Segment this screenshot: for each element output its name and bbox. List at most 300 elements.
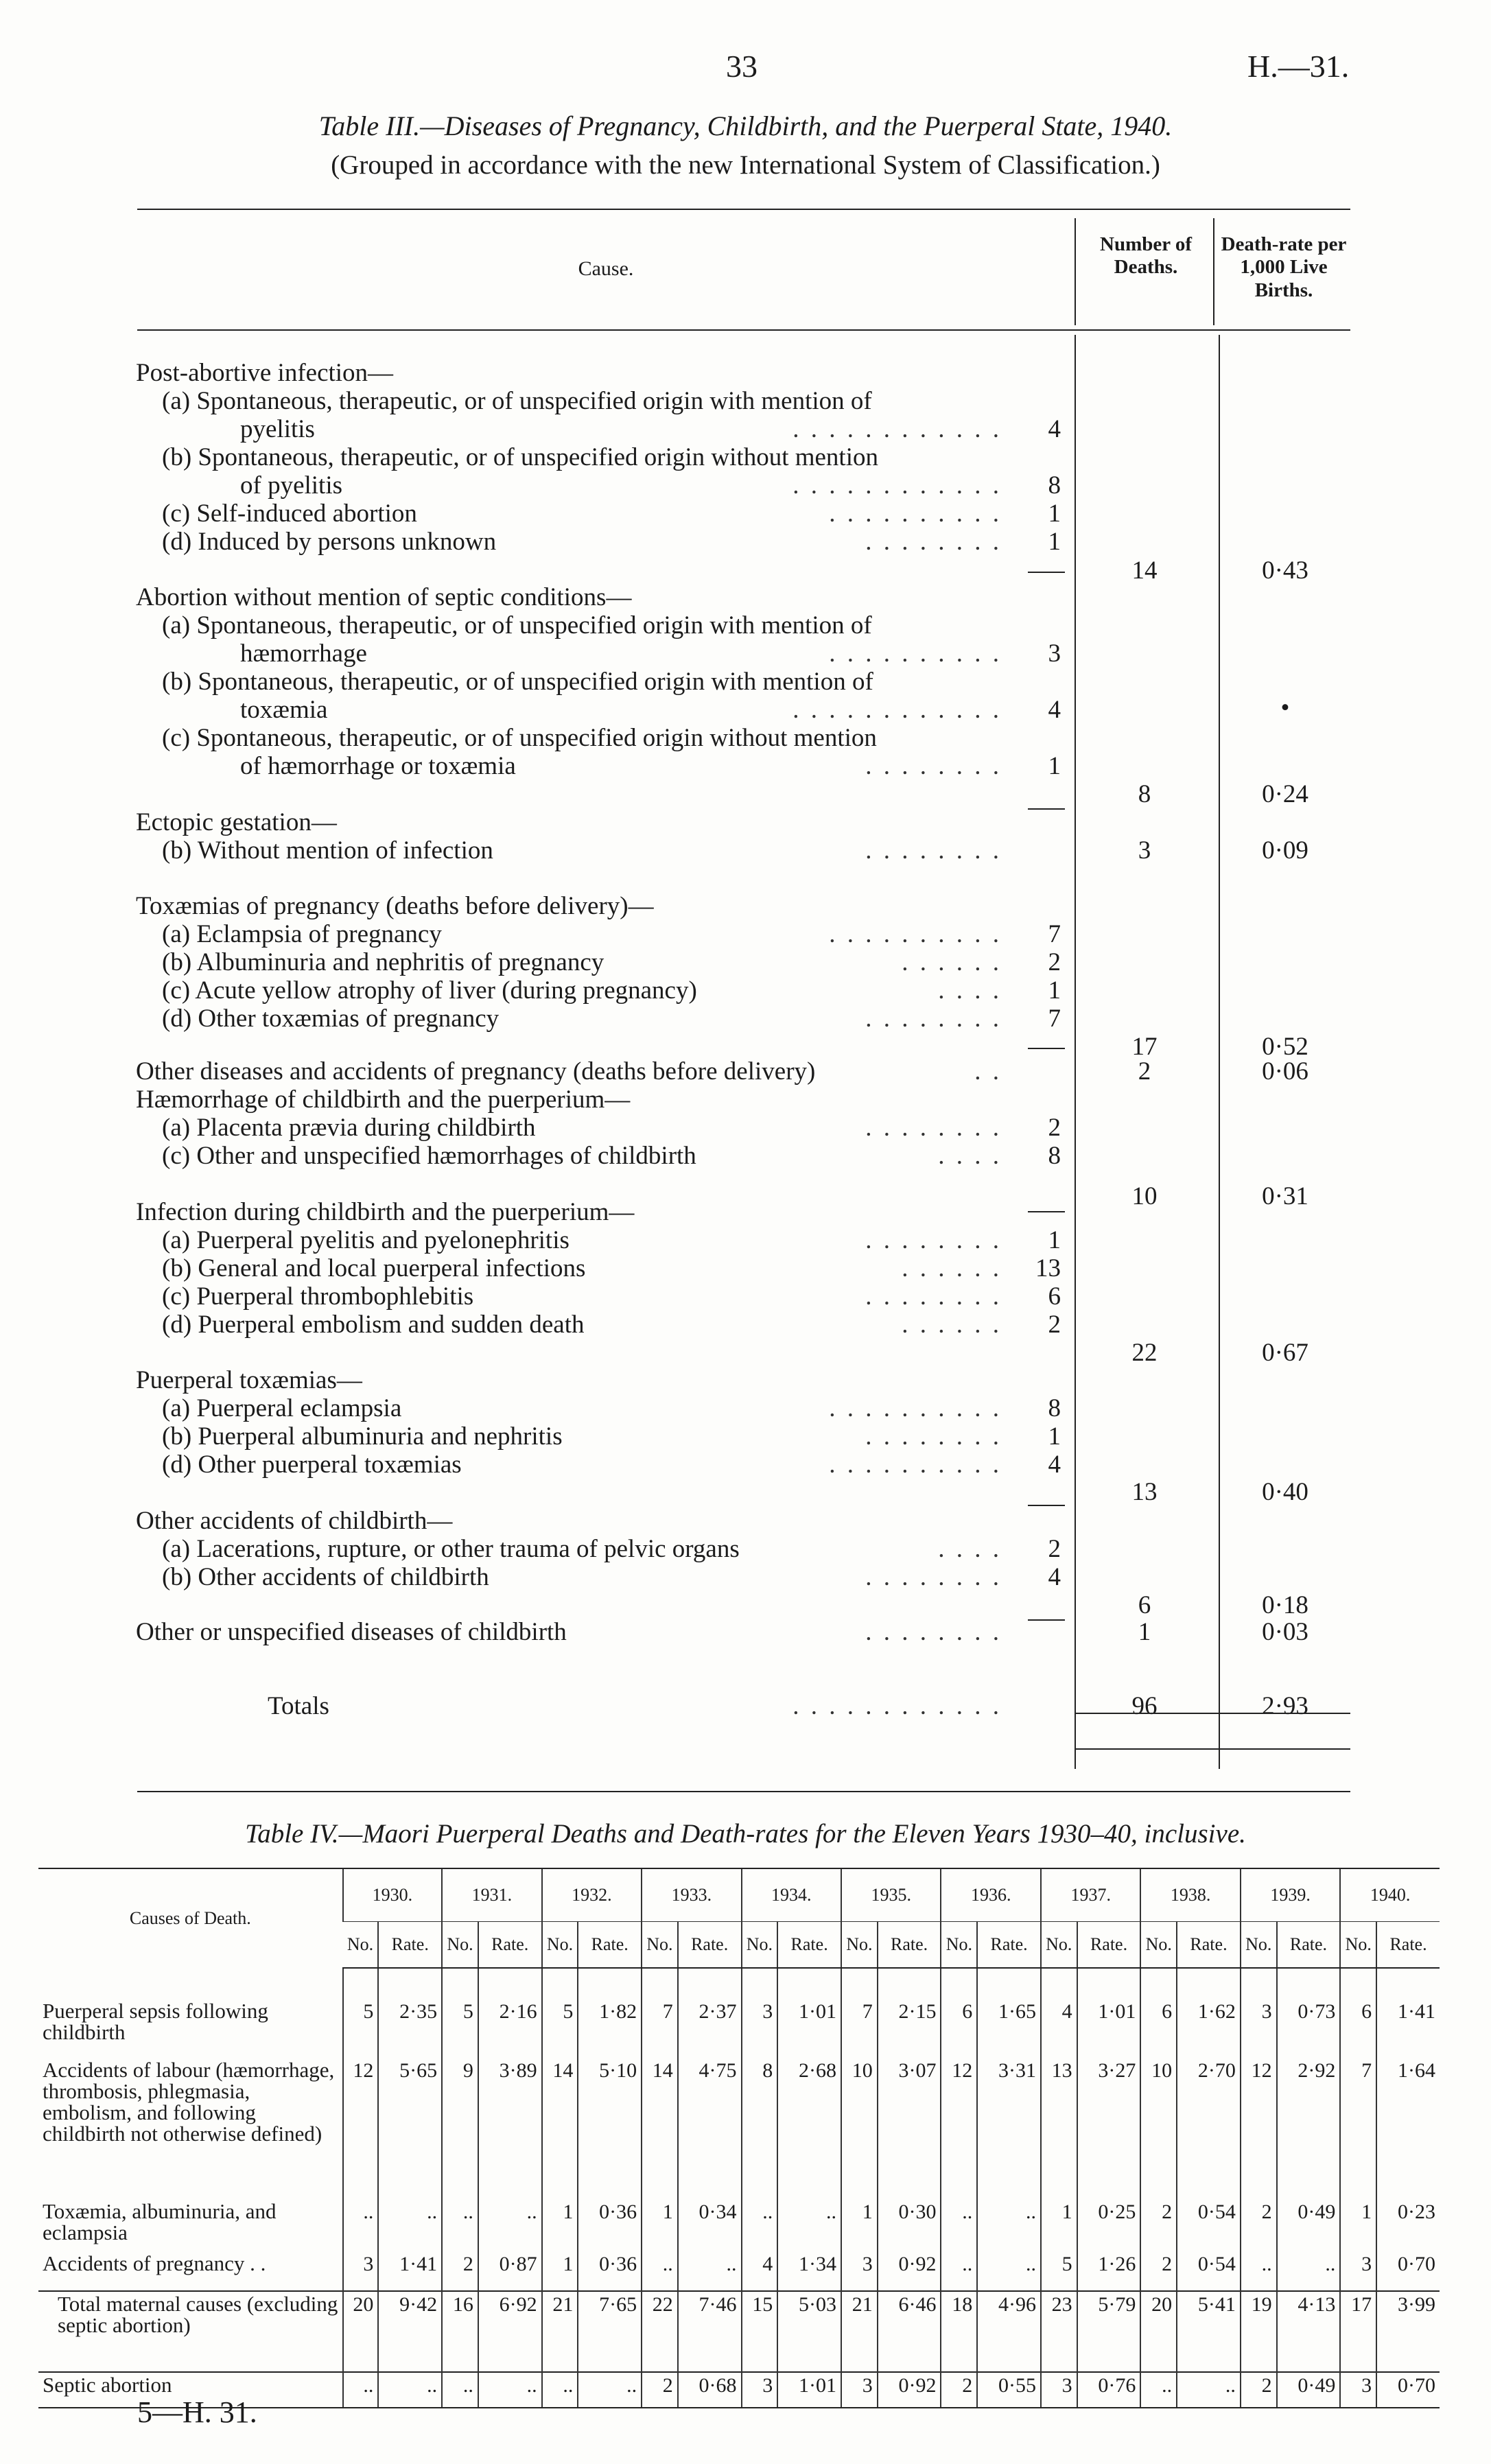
table3-row-label: (c) Spontaneous, therapeutic, or of unspecified origin without mention	[162, 724, 877, 752]
table3-row	[0, 386, 1070, 416]
table4-cell-number: ..	[343, 2199, 379, 2251]
table4-cell-number: 6	[1340, 1999, 1376, 2058]
table4-cell-number: 19	[1241, 2291, 1277, 2372]
table3-row	[0, 414, 1070, 445]
table4-cell-number: ..	[343, 2372, 379, 2408]
table4-cell-rate: 2·68	[777, 2058, 841, 2199]
table4-cell-rate: 1·82	[578, 1999, 642, 2058]
table4-cell-number: 3	[1340, 2372, 1376, 2408]
table3-row-label: (b) Other accidents of childbirth	[162, 1563, 489, 1591]
table4-cell-rate: 5·65	[378, 2058, 442, 2199]
table4-cell-rate: 1·34	[777, 2251, 841, 2291]
table4-cell-rate: 0·92	[878, 2372, 941, 2408]
table3-row	[0, 695, 1070, 725]
table4-cell-number: 5	[1041, 2251, 1077, 2291]
leader-dots: . . . . . . . . . . . .	[793, 471, 1002, 500]
table4-cell-number: 4	[742, 2251, 778, 2291]
table4-cause: Septic abortion	[38, 2372, 343, 2408]
table4-cell-rate: 1·62	[1177, 1999, 1241, 2058]
table4-cell-rate: 0·76	[1077, 2372, 1141, 2408]
subtotal-rule	[1028, 1048, 1065, 1049]
table4-sub-rate: Rate.	[478, 1922, 542, 1969]
table3-top-rule	[137, 209, 1350, 210]
table4-cell-rate: 0·70	[1376, 2251, 1440, 2291]
table3-row-label: (c) Self-induced abortion	[162, 500, 417, 528]
table4-cell-number: 10	[841, 2058, 878, 2199]
table3-group-deaths: 17	[1131, 1033, 1158, 1061]
table4-cell-rate: 7·65	[578, 2291, 642, 2372]
table4-year-1933: 1933.	[642, 1868, 741, 1922]
table3-group-rate: 0·18	[1262, 1591, 1308, 1619]
table3-row-label: Other accidents of childbirth—	[136, 1507, 453, 1535]
table3-row	[0, 1197, 1070, 1228]
table4-cell-number: 2	[1241, 2372, 1277, 2408]
table4-cell-number: 1	[642, 2199, 678, 2251]
table4-cell-rate: 0·49	[1277, 2372, 1341, 2408]
table4-spacer-cell	[841, 1968, 878, 1999]
table3-group-deaths: 2	[1138, 1057, 1151, 1086]
table4-cell-number: 3	[742, 1999, 778, 2058]
table4-cell-number: 20	[343, 2291, 379, 2372]
table4-year-1932: 1932.	[542, 1868, 642, 1922]
table3-row	[0, 1365, 1070, 1396]
table4-spacer-cell	[1177, 1968, 1241, 1999]
table4-cell-number: ..	[1241, 2251, 1277, 2291]
table3-row-label: (a) Placenta prævia during childbirth	[162, 1114, 536, 1142]
table4-cell-rate: 7·46	[678, 2291, 742, 2372]
leader-dots: . . . . . . . .	[865, 1114, 1002, 1142]
table4-cell-number: 21	[542, 2291, 578, 2372]
table3-row	[0, 471, 1070, 501]
table4-cell-rate: 5·03	[777, 2291, 841, 2372]
table3-row-subcount: 4	[1048, 415, 1061, 443]
table3-row-label: (d) Other puerperal toxæmias	[162, 1451, 462, 1479]
table4-cell-number: 23	[1041, 2291, 1077, 2372]
table3-row-label: pyelitis	[240, 415, 315, 443]
table4-cell-number: ..	[442, 2372, 478, 2408]
leader-dots: . . . . . . . . . .	[829, 920, 1002, 948]
table4-cell-number: ..	[642, 2251, 678, 2291]
table3-row-label: (c) Puerperal thrombophlebitis	[162, 1282, 474, 1311]
table4-cell-number: 3	[343, 2251, 379, 2291]
table4-spacer-cell	[878, 1968, 941, 1999]
table3-bottom-rule	[137, 1791, 1350, 1792]
table3-row	[0, 948, 1070, 978]
table4-cell-number: 12	[343, 2058, 379, 2199]
table4-cell-rate: 2·15	[878, 1999, 941, 2058]
table4-cell-number: 7	[1340, 2058, 1376, 2199]
table4-cause: Accidents of pregnancy . .	[43, 2251, 266, 2275]
table4-cell-rate: 0·34	[678, 2199, 742, 2251]
table4-cell-number: 1	[841, 2199, 878, 2251]
table4-sub-no: No.	[642, 1922, 678, 1969]
table4-cell-rate: 0·87	[478, 2251, 542, 2291]
table4-cell-rate: 1·65	[977, 1999, 1041, 2058]
table3-row-subcount: 1	[1048, 752, 1061, 780]
table3-row	[0, 667, 1070, 697]
subtotal-rule	[1028, 572, 1065, 573]
table4-cell-number: 15	[742, 2291, 778, 2372]
table4-cell-number: ..	[442, 2199, 478, 2251]
page-footer: 5—H. 31.	[137, 2395, 257, 2429]
table3-group-deaths: 3	[1138, 836, 1151, 865]
table4-cell-rate: 5·79	[1077, 2291, 1141, 2372]
table3-row	[0, 443, 1070, 473]
table3-row	[0, 1691, 1070, 1722]
table4-sub-no: No.	[1041, 1922, 1077, 1969]
leader-dots: . . . . . . . . . .	[829, 1451, 1002, 1479]
table4-cell-rate: 0·54	[1177, 2251, 1241, 2291]
leader-dots: . . . . . . . .	[865, 752, 1002, 780]
table4-row	[38, 2058, 1440, 2199]
table4-cell-rate: ..	[378, 2372, 442, 2408]
table4-cause: Accidents of labour (hæmorrhage, thrombosis, phlegmasia, embolism, and following childbirth not otherwise defined)	[43, 2058, 335, 2146]
table3-row-label: (b) Without mention of infection	[162, 836, 493, 865]
table4-cell-rate: 0·36	[578, 2199, 642, 2251]
table4-cell-number: 16	[442, 2291, 478, 2372]
table4-cell-number: 5	[343, 1999, 379, 2058]
table3-group-deaths: 1	[1138, 1618, 1151, 1646]
table3-row-label: Toxæmias of pregnancy (deaths before delivery)—	[136, 892, 654, 920]
table4-cell-number: 6	[1140, 1999, 1177, 2058]
table3-row-label: (d) Puerperal embolism and sudden death	[162, 1311, 585, 1339]
table4-cell-rate: 4·13	[1277, 2291, 1341, 2372]
table4-cell-number: 20	[1140, 2291, 1177, 2372]
table4-cell-rate: 0·36	[578, 2251, 642, 2291]
table3-row-subcount: 1	[1048, 500, 1061, 528]
table4-cell-number: 1	[542, 2251, 578, 2291]
table4-sub-rate: Rate.	[1277, 1922, 1341, 1969]
table4-sub-rate: Rate.	[777, 1922, 841, 1969]
table4-cell-rate: 3·99	[1376, 2291, 1440, 2372]
table4-cell-rate: 4·75	[678, 2058, 742, 2199]
table3-row-label: toxæmia	[240, 696, 328, 724]
table3-row-label: (a) Spontaneous, therapeutic, or of unspecified origin with mention of	[162, 387, 872, 415]
leader-dots: . . . . . . . .	[865, 1226, 1002, 1254]
subtotal-rule	[1028, 1619, 1065, 1621]
table4-cell-rate: 0·49	[1277, 2199, 1341, 2251]
table4-cell-number: 12	[941, 2058, 977, 2199]
table4	[38, 1868, 1440, 2408]
table4-title: Table IV.—Maori Puerperal Deaths and Death-rates for the Eleven Years 1930–40, inclusive.	[245, 1819, 1246, 1849]
table4-row	[38, 2199, 1440, 2251]
table3-row-label: (b) Spontaneous, therapeutic, or of unspecified origin without mention	[162, 443, 878, 471]
table4-sub-rate: Rate.	[1177, 1922, 1241, 1969]
table3-group-deaths: 96	[1131, 1692, 1158, 1720]
table3-row	[0, 751, 1070, 782]
table4-cell-number: 2	[1140, 2199, 1177, 2251]
table4-spacer-cell	[777, 1968, 841, 1999]
table4-cell-rate: 2·70	[1177, 2058, 1241, 2199]
table3-row	[0, 611, 1070, 641]
table4-sub-no: No.	[343, 1922, 379, 1969]
table3-row	[0, 1394, 1070, 1424]
table4-cell-rate: ..	[478, 2372, 542, 2408]
table3-row-subcount: 8	[1048, 1142, 1061, 1170]
table4-cell-number: 4	[1041, 1999, 1077, 2058]
table4-row	[38, 2251, 1440, 2291]
table4-sub-no: No.	[841, 1922, 878, 1969]
table4-cell-number: 3	[1041, 2372, 1077, 2408]
table3-row	[0, 1254, 1070, 1284]
table4-cell-rate: ..	[378, 2199, 442, 2251]
table4-cell-number: 22	[642, 2291, 678, 2372]
table4-year-1931: 1931.	[442, 1868, 541, 1922]
table3-row	[0, 976, 1070, 1006]
table3-row-subcount: 7	[1048, 1005, 1061, 1033]
table4-spacer-cell	[642, 1968, 678, 1999]
table4-cell-number: 3	[742, 2372, 778, 2408]
table3-row	[0, 1085, 1070, 1115]
table3-group-deaths: 22	[1131, 1339, 1158, 1367]
leader-dots: . . . .	[938, 1142, 1002, 1170]
table4-cell-rate: 1·41	[1376, 1999, 1440, 2058]
table3-row	[0, 808, 1070, 838]
table3-row	[0, 1057, 1070, 1087]
table3-row	[0, 836, 1070, 866]
table3-row	[0, 1004, 1070, 1034]
table3-row-label: (c) Acute yellow atrophy of liver (during pregnancy)	[162, 976, 697, 1005]
totals-rule	[1075, 1748, 1350, 1750]
table4-year-1936: 1936.	[941, 1868, 1040, 1922]
table3-row-label: of pyelitis	[240, 471, 343, 500]
table4-spacer-cell	[578, 1968, 642, 1999]
table4-cell-number: 2	[642, 2372, 678, 2408]
table3-row	[0, 499, 1070, 529]
table4-cell-number: 13	[1041, 2058, 1077, 2199]
table3-group-rate: 0·40	[1262, 1478, 1308, 1506]
table4-spacer-cell	[542, 1968, 578, 1999]
subtotal-rule	[1028, 1211, 1065, 1212]
table4-cell-number: 3	[841, 2251, 878, 2291]
table4-year-1934: 1934.	[742, 1868, 841, 1922]
table3-row-label: (b) Spontaneous, therapeutic, or of unspecified origin with mention of	[162, 668, 873, 696]
table3-row	[0, 1617, 1070, 1647]
table3-row-label: (a) Puerperal pyelitis and pyelonephritis	[162, 1226, 570, 1254]
table3-row-subcount: 8	[1048, 471, 1061, 500]
table3-row-label: (a) Lacerations, rupture, or other trauma of pelvic organs	[162, 1535, 740, 1563]
table4-cell-number: 6	[941, 1999, 977, 2058]
table3-row-subcount: 13	[1035, 1254, 1061, 1282]
table4-cell-rate: 0·55	[977, 2372, 1041, 2408]
table3-row-subcount: 2	[1048, 948, 1061, 976]
table3-group-rate: 0·52	[1262, 1033, 1308, 1061]
table3-row-label: Post-abortive infection—	[136, 359, 394, 387]
table3-group-rate: 0·43	[1262, 556, 1308, 585]
page-reference: H.—31.	[1247, 49, 1350, 84]
table3-row-subcount: 2	[1048, 1311, 1061, 1339]
table4-cell-rate: 0·73	[1277, 1999, 1341, 2058]
table3-row-label: (a) Eclampsia of pregnancy	[162, 920, 442, 948]
table4-spacer-cell	[1140, 1968, 1177, 1999]
table4-spacer-cell	[977, 1968, 1041, 1999]
table4-cause: Total maternal causes (excluding septic abortion)	[38, 2291, 343, 2372]
table4-cell-number: 14	[642, 2058, 678, 2199]
table3-row-label: hæmorrhage	[240, 640, 367, 668]
table4-sub-rate: Rate.	[678, 1922, 742, 1969]
table4-cell-number: 2	[941, 2372, 977, 2408]
table3-row-label: Other or unspecified diseases of childbirth	[136, 1618, 567, 1646]
table3-row-subcount: 3	[1048, 640, 1061, 668]
table4-year-1939: 1939.	[1241, 1868, 1340, 1922]
table4-sub-rate: Rate.	[378, 1922, 442, 1969]
table4-cell-rate: 1·64	[1376, 2058, 1440, 2199]
table4-year-1930: 1930.	[343, 1868, 442, 1922]
table4-cell-number: 9	[442, 2058, 478, 2199]
table4-sub-no: No.	[742, 1922, 778, 1969]
table4-cell-rate: 1·26	[1077, 2251, 1141, 2291]
table4-cell-number: ..	[941, 2251, 977, 2291]
table3-row	[0, 1506, 1070, 1536]
table4-row	[38, 2291, 1440, 2372]
table3-row-subcount: 4	[1048, 696, 1061, 724]
table3-group-deaths: 14	[1131, 556, 1158, 585]
table4-sub-no: No.	[1140, 1922, 1177, 1969]
leader-dots: . . . . . . . .	[865, 836, 1002, 865]
table4-cell-rate: 3·07	[878, 2058, 941, 2199]
table4-cell-number: ..	[1140, 2372, 1177, 2408]
table3-row-subcount: 4	[1048, 1563, 1061, 1591]
table4-cell-number: 3	[1241, 1999, 1277, 2058]
page-number: 33	[726, 49, 758, 84]
leader-dots: . . . .	[938, 976, 1002, 1005]
table4-cell-rate: ..	[777, 2199, 841, 2251]
table4-cell-rate: 2·16	[478, 1999, 542, 2058]
table4-cell-number: 17	[1340, 2291, 1376, 2372]
leader-dots: . . . . . . . .	[865, 1563, 1002, 1591]
table4-sub-no: No.	[1241, 1922, 1277, 1969]
table3-header-rule	[137, 329, 1350, 331]
table3-col-divider-2	[1213, 218, 1214, 325]
table4-cell-rate: 0·92	[878, 2251, 941, 2291]
table4-cell-number: 14	[542, 2058, 578, 2199]
table4-cell-number: 7	[841, 1999, 878, 2058]
leader-dots: . .	[974, 1057, 1002, 1086]
table3-body-divider-1	[1075, 335, 1076, 1769]
table4-sub-no: No.	[442, 1922, 478, 1969]
table3-col-divider-1	[1075, 218, 1076, 325]
table4-spacer-row	[38, 1968, 1440, 1999]
table3-row-label: Puerperal toxæmias—	[136, 1366, 362, 1394]
table4-spacer-cell	[442, 1968, 478, 1999]
table3-col-rate: Death-rate per 1,000 Live Births.	[1221, 233, 1347, 301]
table4-cell-rate: ..	[478, 2199, 542, 2251]
table3-group-rate: 0·03	[1262, 1618, 1308, 1646]
leader-dots: . . . . . . . . . .	[829, 640, 1002, 668]
table4-cell-number: ..	[542, 2372, 578, 2408]
table3-row-label: (c) Other and unspecified hæmorrhages of childbirth	[162, 1142, 696, 1170]
table4-spacer-cell	[1241, 1968, 1277, 1999]
table4-cell-number: 1	[542, 2199, 578, 2251]
table4-cell-rate: 3·27	[1077, 2058, 1141, 2199]
table4-cell-rate: 0·25	[1077, 2199, 1141, 2251]
table4-cell-rate: ..	[578, 2372, 642, 2408]
totals-rule	[1075, 1713, 1350, 1714]
table4-spacer-cell	[478, 1968, 542, 1999]
table3-row	[0, 1310, 1070, 1340]
table4-cell-rate: 1·41	[378, 2251, 442, 2291]
table3-row	[0, 639, 1070, 669]
table4-col-causes: Causes of Death.	[38, 1868, 343, 1968]
table3-col-cause: Cause.	[578, 257, 634, 280]
table3-row-label: (d) Induced by persons unknown	[162, 528, 497, 556]
table4-cell-rate: 2·92	[1277, 2058, 1341, 2199]
table3-group-deaths: 6	[1138, 1591, 1151, 1619]
table4-sub-no: No.	[542, 1922, 578, 1969]
table3-row-label: Other diseases and accidents of pregnancy (deaths before delivery)	[136, 1057, 816, 1086]
rate-dot-mark: •	[1280, 694, 1290, 722]
table4-cell-rate: 5·41	[1177, 2291, 1241, 2372]
table3-row-label: (d) Other toxæmias of pregnancy	[162, 1005, 500, 1033]
table4-cell-rate: 0·68	[678, 2372, 742, 2408]
table4-spacer-cell	[378, 1968, 442, 1999]
table3-row-subcount: 8	[1048, 1394, 1061, 1422]
table4-cell-number: 3	[1340, 2251, 1376, 2291]
table4-sub-rate: Rate.	[977, 1922, 1041, 1969]
table4-cell-number: 2	[1140, 2251, 1177, 2291]
table4-spacer-cell	[38, 1968, 343, 1999]
table3-col-deaths: Number of Deaths.	[1100, 233, 1192, 279]
table4-cell-rate: 0·23	[1376, 2199, 1440, 2251]
table3-row-label: Hæmorrhage of childbirth and the puerperium—	[136, 1086, 631, 1114]
table4-cell-rate: ..	[977, 2251, 1041, 2291]
table4-cell-number: 21	[841, 2291, 878, 2372]
leader-dots: . . . . . . . .	[865, 1282, 1002, 1311]
table4-year-1937: 1937.	[1041, 1868, 1140, 1922]
table3-row-label: Abortion without mention of septic conditions—	[136, 583, 632, 611]
table3-row	[0, 1225, 1070, 1256]
table4-sub-rate: Rate.	[1077, 1922, 1141, 1969]
table3-row-subcount: 1	[1048, 1226, 1061, 1254]
table4-sub-rate: Rate.	[1376, 1922, 1440, 1969]
subtotal-rule	[1028, 808, 1065, 810]
table3-row-label: (a) Puerperal eclampsia	[162, 1394, 402, 1422]
table4-spacer-cell	[1340, 1968, 1376, 1999]
table4-cell-rate: ..	[1177, 2372, 1241, 2408]
table4-cell-number: ..	[742, 2199, 778, 2251]
table4-year-1940: 1940.	[1340, 1868, 1440, 1922]
table3-group-rate: 0·09	[1262, 836, 1308, 865]
table4-cell-rate: ..	[977, 2199, 1041, 2251]
table3-group-rate: 0·24	[1262, 780, 1308, 808]
table4-row	[38, 1999, 1440, 2058]
table4-spacer-cell	[343, 1968, 379, 1999]
table3-title: Table III.—Diseases of Pregnancy, Childbirth, and the Puerperal State, 1940.	[318, 110, 1173, 141]
table3-row	[0, 1282, 1070, 1312]
table3-row	[0, 1534, 1070, 1564]
leader-dots: . . . . . . . .	[865, 1618, 1002, 1646]
table4-year-1935: 1935.	[841, 1868, 941, 1922]
table4-spacer-cell	[1277, 1968, 1341, 1999]
table4-cell-rate: 6·92	[478, 2291, 542, 2372]
table4-cell-number: 18	[941, 2291, 977, 2372]
table3-group-rate: 0·06	[1262, 1057, 1308, 1086]
table4-cause: Puerperal sepsis following childbirth	[43, 1999, 268, 2044]
table4-cell-rate: 4·96	[977, 2291, 1041, 2372]
table4-cell-rate: 2·35	[378, 1999, 442, 2058]
table4-cell-number: 1	[1041, 2199, 1077, 2251]
table3-row-subcount: 1	[1048, 976, 1061, 1005]
table4-cell-rate: 0·30	[878, 2199, 941, 2251]
leader-dots: . . . . . .	[902, 1254, 1002, 1282]
leader-dots: . . . . . .	[902, 1311, 1002, 1339]
leader-dots: . . . . . . . .	[865, 528, 1002, 556]
table4-year-1938: 1938.	[1140, 1868, 1240, 1922]
table3-row-subcount: 2	[1048, 1535, 1061, 1563]
table4-cell-rate: 1·01	[1077, 1999, 1141, 2058]
table3-row-subcount: 1	[1048, 528, 1061, 556]
table4-cell-number: 1	[1340, 2199, 1376, 2251]
